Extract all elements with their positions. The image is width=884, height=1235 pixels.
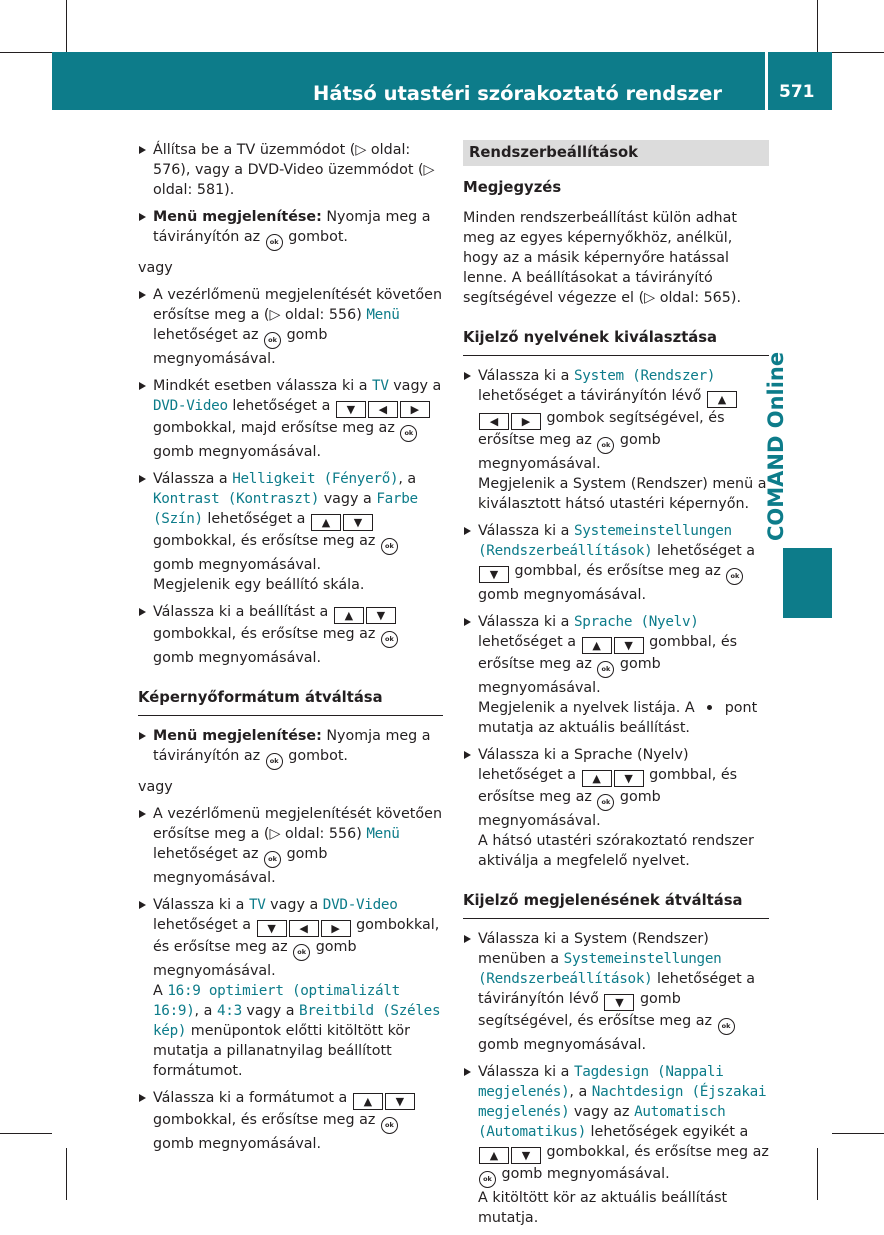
page-title: Hátsó utastéri szórakoztató rendszer (313, 82, 722, 105)
ok-key-icon: ok (381, 538, 398, 555)
list-item: Válassza a Helligkeit (Fényerő), a Kontrast (Kontraszt) vagy a Farbe (Szín) lehetőséget a ▲ ▼ gombokkal, és erősítse meg az ok gomb megnyomásával. Megjelenik egy beállító skála. (138, 469, 443, 595)
left-key-icon: ◀ (368, 401, 398, 418)
crop-mark (832, 1133, 884, 1134)
crop-mark (817, 0, 818, 52)
list-item: Állítsa be a TV üzemmódot (▷ oldal: 576), vagy a DVD-Video üzemmódot (▷ oldal: 581). (138, 140, 443, 200)
ok-key-icon: ok (597, 794, 614, 811)
right-column (463, 140, 769, 1235)
list-item: Válassza ki a formátumot a ▲ ▼ gombokkal, és erősítse meg az ok gomb megnyomásával. (138, 1088, 443, 1154)
section-heading: Kijelző nyelvének kiválasztása (463, 328, 769, 356)
ok-key-icon: ok (264, 332, 281, 349)
down-key-icon: ▼ (366, 607, 396, 624)
up-key-icon: ▲ (311, 514, 341, 531)
list-item: Válassza ki a Tagdesign (Nappali megjelenés), a Nachtdesign (Éjszakai megjelenés) vagy az Automatisch (Automatikus) lehetőségek egyikét a ▲ ▼ gombokkal, és erősítse meg az ok gomb megnyomásával. A kitöltött kör az aktuális beállítást mutatja. (463, 1062, 769, 1228)
crop-mark (832, 52, 884, 53)
down-key-icon: ▼ (614, 637, 644, 654)
up-key-icon: ▲ (582, 637, 612, 654)
list-item: Válassza ki a Sprache (Nyelv) lehetőséget a ▲ ▼ gombbal, és erősítse meg az ok gomb megnyomásával. A hátsó utastéri szórakoztató rendszer aktiválja a megfelelő nyelvet. (463, 745, 769, 871)
list-item: A vezérlőmenü megjelenítését követően erősítse meg a (▷ oldal: 556) Menü lehetőséget az ok gomb megnyomásával. (138, 804, 443, 888)
list-item: Válassza ki a Systemeinstellungen (Rendszerbeállítások) lehetőséget a ▼ gombbal, és erősítse meg az ok gomb megnyomásával. (463, 521, 769, 605)
down-key-icon: ▼ (614, 770, 644, 787)
list-item: Válassza ki a TV vagy a DVD-Video lehetőséget a ▼ ◀ ▶ gombokkal, és erősítse meg az ok gomb megnyomásával. A 16:9 optimiert (optimalizált 16:9), a 4:3 vagy a Breitbild (Széles kép) menüpontok előtti kitöltött kör mutatja a pillanatnyilag beállított formátumot. (138, 895, 443, 1081)
ok-key-icon: ok (381, 1117, 398, 1134)
up-key-icon: ▲ (353, 1093, 383, 1110)
list-item: Válassza ki a Sprache (Nyelv) lehetőséget a ▲ ▼ gombbal, és erősítse meg az ok gomb megnyomásával. Megjelenik a nyelvek listája. A pont mutatja az aktuális beállítást. (463, 612, 769, 738)
left-key-icon: ◀ (479, 413, 509, 430)
right-key-icon: ▶ (400, 401, 430, 418)
crop-mark (66, 1148, 67, 1200)
ok-key-icon: ok (597, 661, 614, 678)
up-key-icon: ▲ (334, 607, 364, 624)
ok-key-icon: ok (381, 631, 398, 648)
ok-key-icon: ok (293, 944, 310, 961)
filled-dot-icon (707, 705, 712, 710)
ok-key-icon: ok (479, 1171, 496, 1188)
down-key-icon: ▼ (604, 994, 634, 1011)
list-item: Válassza ki a beállítást a ▲ ▼ gombokkal, és erősítse meg az ok gomb megnyomásával. (138, 602, 443, 668)
up-key-icon: ▲ (479, 1147, 509, 1164)
section-heading: Kijelző megjelenésének átváltása (463, 891, 769, 919)
up-key-icon: ▲ (582, 770, 612, 787)
ok-key-icon: ok (726, 568, 743, 585)
note-text: Minden rendszerbeállítást külön adhat meg az egyes képernyőkhöz, anélkül, hogy az a másik képernyőre hatással lenne. A beállításokat a távirányító segítségével végezze el (▷ oldal: 565). (463, 210, 742, 306)
down-key-icon: ▼ (385, 1093, 415, 1110)
down-key-icon: ▼ (479, 566, 509, 583)
crop-mark (0, 52, 52, 53)
left-key-icon: ◀ (289, 920, 319, 937)
header-divider (765, 52, 768, 110)
ok-key-icon: ok (264, 851, 281, 868)
crop-mark (0, 1133, 52, 1134)
list-item: Válassza ki a System (Rendszer) lehetőséget a távirányítón lévő ▲◀ ▶ gombok segítségével, és erősítse meg az ok gomb megnyomásával. Megjelenik a System (Rendszer) menü a kiválasztott hátsó utastéri képernyőn. (463, 366, 769, 514)
crop-mark (817, 1148, 818, 1200)
list-item: Válassza ki a System (Rendszer) menüben a Systemeinstellungen (Rendszerbeállítások) lehetőséget a távirányítón lévő ▼ gomb segítségével, és erősítse meg az ok gomb megnyomásával. (463, 929, 769, 1055)
right-key-icon: ▶ (321, 920, 351, 937)
paragraph: vagy (138, 779, 173, 795)
section-heading: Képernyőformátum átváltása (138, 688, 443, 716)
page-number: 571 (779, 82, 815, 102)
list-item: A vezérlőmenü megjelenítését követően erősítse meg a (▷ oldal: 556) Menü lehetőséget az ok gomb megnyomásával. (138, 285, 443, 369)
page-header (52, 52, 832, 110)
ok-key-icon: ok (597, 437, 614, 454)
ok-key-icon: ok (266, 234, 283, 251)
right-key-icon: ▶ (511, 413, 541, 430)
crop-mark (66, 0, 67, 52)
down-key-icon: ▼ (511, 1147, 541, 1164)
list-item: Mindkét esetben válassza ki a TV vagy a DVD-Video lehetőséget a ▼ ◀ ▶ gombokkal, majd erősítse meg az ok gomb megnyomásával. (138, 376, 443, 462)
ok-key-icon: ok (718, 1018, 735, 1035)
up-key-icon: ▲ (707, 391, 737, 408)
note-title: Megjegyzés (463, 179, 562, 196)
paragraph: vagy (138, 260, 173, 276)
down-key-icon: ▼ (257, 920, 287, 937)
ok-key-icon: ok (266, 753, 283, 770)
list-item: Menü megjelenítése: Nyomja meg a távirányítón az ok gombot. (138, 726, 443, 770)
left-column (138, 140, 443, 1161)
down-key-icon: ▼ (343, 514, 373, 531)
side-tab-marker (783, 548, 832, 618)
list-item: Menü megjelenítése: Nyomja meg a távirányítón az ok gombot. (138, 207, 443, 251)
ok-key-icon: ok (400, 425, 417, 442)
section-banner: Rendszerbeállítások (463, 140, 769, 166)
down-key-icon: ▼ (336, 401, 366, 418)
